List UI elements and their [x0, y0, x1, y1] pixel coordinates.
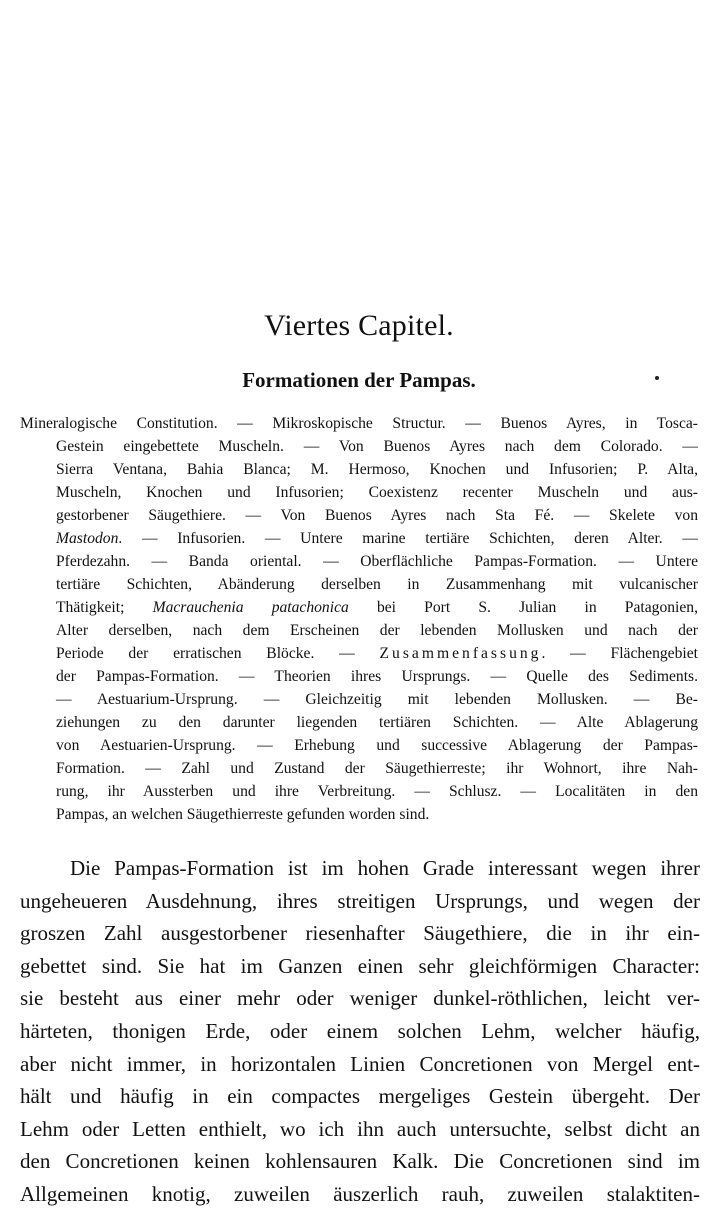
summary-line	[20, 642, 698, 665]
summary-text: tertiäre Schichten, Abänderung derselben in Zusammenhang mit vulcanischer	[56, 576, 698, 593]
body-line: Lehm oder Letten enthielt, wo ich ihn auch untersuchte, selbst dicht an	[20, 1116, 700, 1141]
summary-text: der Pampas-Formation. — Theorien ihres Ursprungs. — Quelle des Sediments.	[56, 668, 698, 685]
summary-text: . — Infusorien. — Untere marine tertiäre Schichten, deren Alter. —	[118, 530, 698, 547]
summary-line	[20, 527, 698, 550]
summary-text: rung, ihr Aussterben und ihre Verbreitung. — Schlusz. — Localitäten in den	[56, 783, 698, 800]
body-line: groszen Zahl ausgestorbener riesenhafter Säugethiere, die in ihr ein-	[20, 921, 700, 946]
summary-text: ziehungen zu den darunter liegenden tertiären Schichten. — Alte Ablagerung	[56, 714, 698, 731]
summary-line	[20, 711, 698, 734]
chapter-subtitle: Formationen der Pampas.	[242, 368, 476, 392]
body-line: härteten, thonigen Erde, oder einem solchen Lehm, welcher häufig,	[20, 1018, 700, 1043]
summary-line	[20, 734, 698, 757]
summary-line	[20, 665, 698, 688]
chapter-title: Viertes Capitel.	[264, 309, 454, 342]
summary-line	[20, 757, 698, 780]
summary-text: Sierra Ventana, Bahia Blanca; M. Hermoso, Knochen und Infusorien; P. Alta,	[56, 461, 698, 478]
summary-text: Alter derselben, nach dem Erscheinen der lebenden Mollusken und nach der	[56, 622, 698, 639]
summary-line	[20, 596, 698, 619]
summary-line	[20, 803, 698, 826]
body-line: sie besteht aus einer mehr oder weniger dunkel-röthlichen, leicht ver-	[20, 986, 700, 1011]
summary-line	[20, 435, 698, 458]
body-line: ungeheueren Ausdehnung, ihres streitigen Ursprungs, und wegen der	[20, 888, 700, 913]
print-speck	[655, 376, 659, 380]
summary-text: gestorbener Säugethiere. — Von Buenos Ayres nach Sta Fé. — Skelete von	[56, 507, 698, 524]
chapter-summary	[20, 412, 698, 826]
summary-line	[20, 688, 698, 711]
body-line: Allgemeinen knotig, zuweilen äuszerlich rauh, zuweilen stalaktiten-	[20, 1181, 700, 1206]
summary-text: Gestein eingebettete Muscheln. — Von Buenos Ayres nach dem Colorado. —	[56, 438, 698, 455]
italic-term: Mastodon	[56, 530, 119, 547]
spaced-term: Zusammenfassung	[379, 645, 542, 662]
summary-text: Periode der erratischen Blöcke. —	[56, 645, 380, 662]
summary-text: von Aestuarien-Ursprung. — Erhebung und successive Ablagerung der Pampas-	[56, 737, 698, 754]
summary-line	[20, 504, 698, 527]
summary-text: Pferdezahn. — Banda oriental. — Oberflächliche Pampas-Formation. — Untere	[56, 553, 698, 570]
summary-line	[20, 550, 698, 573]
italic-term: Macrauchenia patachonica	[152, 599, 349, 616]
body-line: den Concretionen keinen kohlensauren Kalk. Die Concretionen sind im	[20, 1149, 700, 1174]
summary-text: Pampas, an welchen Säugethierreste gefunden worden sind.	[56, 806, 430, 823]
summary-text: bei Port S. Julian in Patagonien,	[348, 599, 698, 616]
summary-text: Formation. — Zahl und Zustand der Säugethierreste; ihr Wohnort, ihre Nah-	[56, 760, 698, 777]
body-paragraph	[20, 852, 700, 1211]
body-line: aber nicht immer, in horizontalen Linien Concretionen von Mergel ent-	[20, 1051, 700, 1076]
summary-line	[20, 481, 698, 504]
summary-line	[20, 573, 698, 596]
summary-text: Muscheln, Knochen und Infusorien; Coexistenz recenter Muscheln und aus-	[56, 484, 698, 501]
summary-text: . — Flächengebiet	[541, 645, 698, 662]
summary-line	[20, 619, 698, 642]
body-line: Die Pampas-Formation ist im hohen Grade interessant wegen ihrer	[70, 856, 700, 880]
summary-line	[20, 412, 698, 435]
summary-line	[20, 458, 698, 481]
summary-text: Mineralogische Constitution. — Mikroskopische Structur. — Buenos Ayres, in Tosca-	[20, 415, 698, 432]
summary-line	[20, 780, 698, 803]
body-line: hält und häufig in ein compactes mergeliges Gestein übergeht. Der	[20, 1084, 700, 1109]
summary-text: — Aestuarium-Ursprung. — Gleichzeitig mit lebenden Mollusken. — Be-	[56, 691, 698, 708]
body-line: gebettet sind. Sie hat im Ganzen einen sehr gleichförmigen Character:	[20, 953, 700, 978]
summary-text: Thätigkeit;	[56, 599, 153, 616]
